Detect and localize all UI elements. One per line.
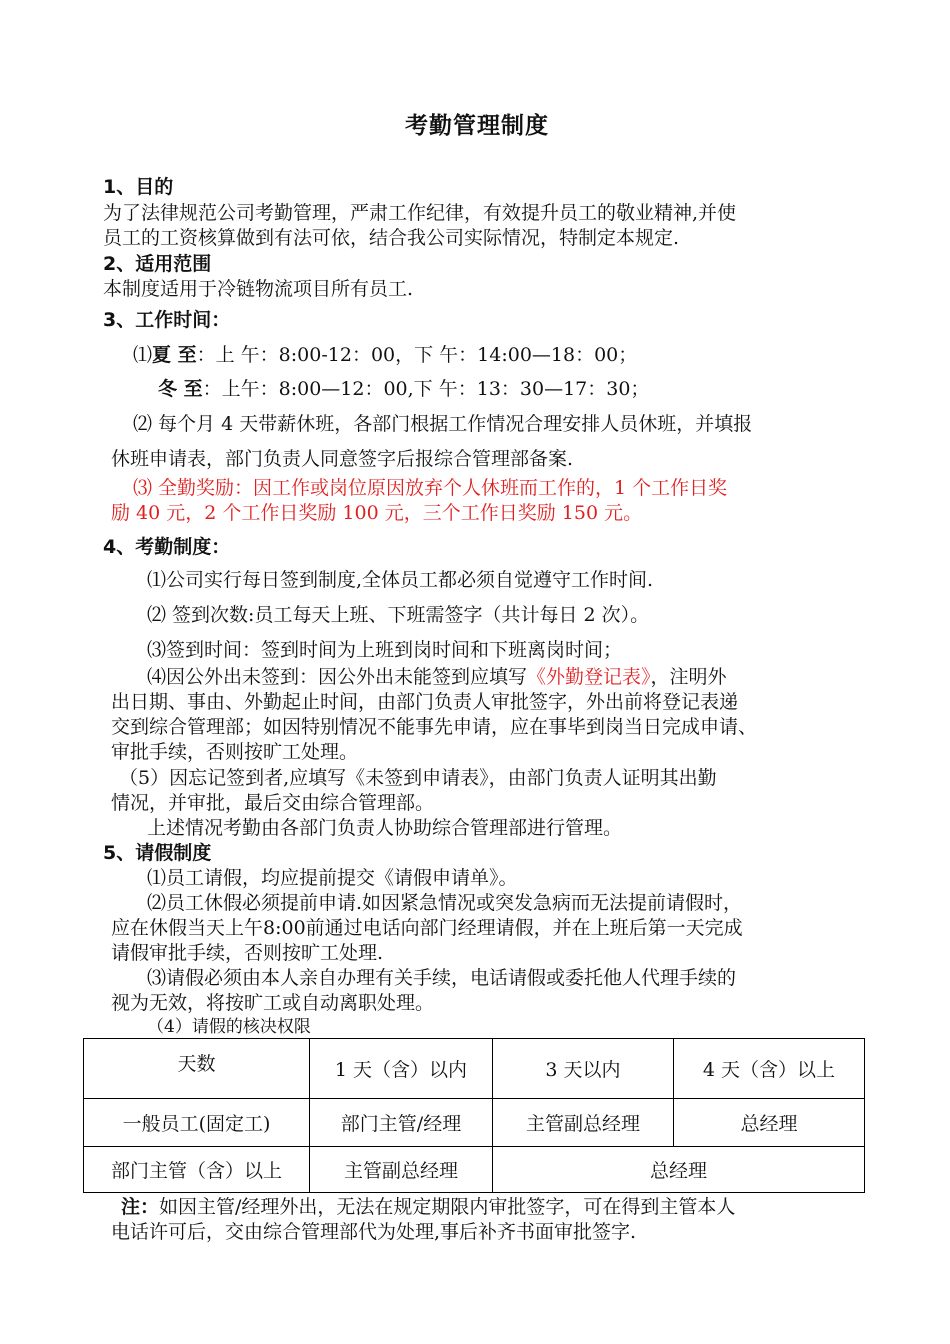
table-header-cell: 3 天以内 <box>493 1039 674 1099</box>
table-row <box>84 1099 865 1147</box>
note-line <box>121 1195 735 1219</box>
rule-text: ，注明外 <box>650 666 727 688</box>
winter-label: 冬 至 <box>158 378 203 400</box>
note-line: 电话许可后，交由综合管理部代为处理,事后补齐书面审批签字. <box>111 1221 637 1243</box>
note-label: 注： <box>121 1196 160 1218</box>
table-cell: 总经理 <box>674 1099 865 1147</box>
page-title: 考勤管理制度 <box>405 113 549 139</box>
section-3-heading: 3、工作时间： <box>103 309 231 331</box>
table-cell: 总经理 <box>493 1147 865 1193</box>
field-form-name: 《外勤登记表》 <box>527 666 651 688</box>
table-cell: 部门主管（含）以上 <box>84 1147 310 1193</box>
section-1-heading: 1、目的 <box>103 176 174 198</box>
table-cell: 部门主管/经理 <box>310 1099 493 1147</box>
rule-text: ⑷因公外出未签到：因公外出未能签到应填写 <box>147 666 528 688</box>
rule-line: ⑶签到时间：签到时间为上班到岗时间和下班离岗时间； <box>147 639 623 661</box>
rule-line <box>147 665 727 689</box>
winter-text: ：上午：8:00—12：00,下 午：13：30—17：30； <box>202 378 650 400</box>
paid-leave-line: ⑵ 每个月 4 天带薪休班，各部门根据工作情况合理安排人员休班，并填报 <box>133 413 753 435</box>
summer-label: 夏 至 <box>152 344 197 366</box>
leave-rule-line: 视为无效，将按旷工或自动离职处理。 <box>111 992 435 1014</box>
section-2-line: 本制度适用于冷链物流项目所有员工. <box>103 278 414 300</box>
section-1-line: 为了法律规范公司考勤管理，严肃工作纪律，有效提升员工的敬业精神,并使 <box>103 202 737 224</box>
rule-line: 审批手续，否则按旷工处理。 <box>111 741 359 763</box>
rule-line: 情况，并审批，最后交由综合管理部。 <box>111 792 435 814</box>
section-2-heading: 2、适用范围 <box>103 253 212 275</box>
leave-rule-line: ⑶请假必须由本人亲自办理有关手续，电话请假或委托他人代理手续的 <box>147 967 737 989</box>
table-header-cell: 4 天（含）以上 <box>674 1039 865 1099</box>
note-text: 如因主管/经理外出，无法在规定期限内审批签字，可在得到主管本人 <box>159 1196 736 1218</box>
table-header-cell: 天数 <box>84 1039 310 1099</box>
attendance-bonus-line: ⑶ 全勤奖励：因工作或岗位原因放弃个人休班而工作的，1 个工作日奖 <box>133 477 728 499</box>
summer-hours <box>133 343 637 367</box>
summer-text: ：上 午：8:00-12：00，下 午：14:00—18：00； <box>196 344 638 366</box>
table-cell: 一般员工(固定工) <box>84 1099 310 1147</box>
rule-line: ⑵ 签到次数:员工每天上班、下班需签字（共计每日 2 次）。 <box>147 604 650 626</box>
table-header-cell: 1 天（含）以内 <box>310 1039 493 1099</box>
leave-rule-line: ⑵员工休假必须提前申请.如因紧急情况或突发急病而无法提前请假时， <box>147 892 743 914</box>
leave-rule-line: 请假审批手续，否则按旷工处理. <box>111 942 384 964</box>
rule-line: 交到综合管理部；如因特别情况不能事先申请，应在事毕到岗当日完成申请、 <box>111 716 758 738</box>
section-1-line: 员工的工资核算做到有法可依，结合我公司实际情况，特制定本规定. <box>103 227 680 249</box>
attendance-bonus-line: 励 40 元，2 个工作日奖励 100 元，三个工作日奖励 150 元。 <box>111 502 643 524</box>
section-4-heading: 4、考勤制度： <box>103 536 231 558</box>
rule-line: 上述情况考勤由各部门负责人协助综合管理部进行管理。 <box>147 817 623 839</box>
section-5-heading: 5、请假制度 <box>103 842 212 864</box>
leave-rule-line: ⑴员工请假，均应提前提交《请假申请单》。 <box>147 867 518 889</box>
table-row <box>84 1147 865 1193</box>
leave-rule-line: 应在休假当天上午8:00前通过电话向部门经理请假，并在上班后第一天完成 <box>111 917 743 939</box>
table-cell: 主管副总经理 <box>310 1147 493 1193</box>
rule-line: （5）因忘记签到者,应填写《未签到申请表》，由部门负责人证明其出勤 <box>119 767 717 789</box>
paid-leave-line: 休班申请表，部门负责人同意签字后报综合管理部备案. <box>111 448 574 470</box>
approval-caption: （4）请假的核决权限 <box>147 1017 311 1037</box>
table-cell: 主管副总经理 <box>493 1099 674 1147</box>
winter-hours <box>158 377 649 401</box>
table-header-row <box>84 1039 865 1099</box>
rule-line: 出日期、事由、外勤起止时间，由部门负责人审批签字，外出前将登记表递 <box>111 691 739 713</box>
rule-line: ⑴公司实行每日签到制度,全体员工都必须自觉遵守工作时间. <box>147 569 654 591</box>
approval-table <box>83 1038 865 1193</box>
summer-prefix: ⑴ <box>133 344 153 366</box>
